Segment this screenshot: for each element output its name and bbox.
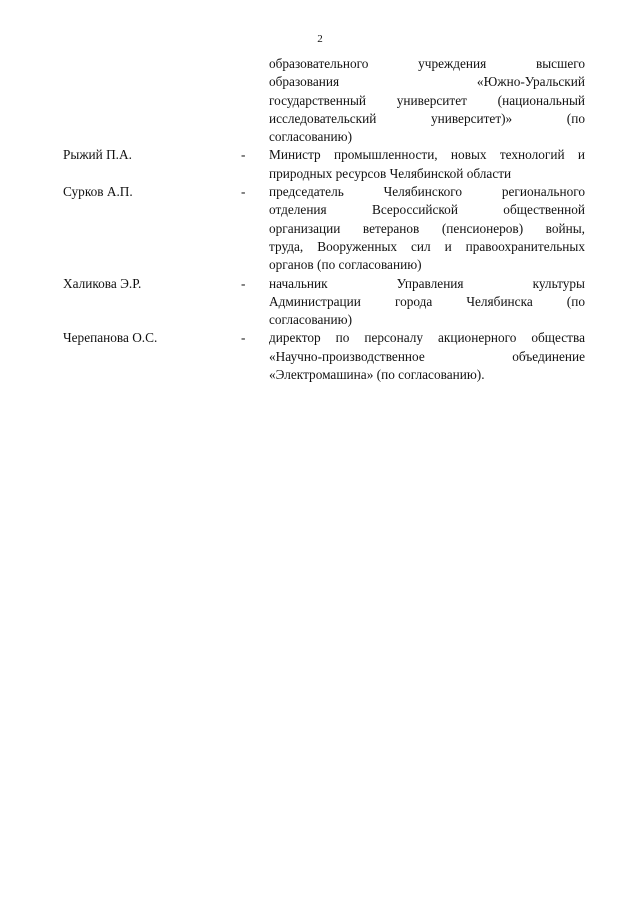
dash-separator: - [241,184,246,200]
member-position [269,275,585,330]
member-name: Черепанова О.С. [63,330,158,346]
dash-separator: - [241,147,246,163]
position-line: государственный университет (национальный [269,92,585,108]
list-item [63,275,585,330]
list-item [63,183,585,274]
member-position [269,146,585,183]
member-name: Халикова Э.Р. [63,275,142,291]
position-line: природных ресурсов Челябинской области [269,165,512,181]
member-list [63,55,585,384]
position-line: «Научно-производственное объединение [269,348,585,364]
position-line: Министр промышленности, новых технологий и [269,147,585,163]
position-line: согласованию) [269,312,353,328]
position-line: директор по персоналу акционерного общества [269,330,585,346]
dash-separator: - [241,330,246,346]
page-number: 2 [317,33,323,45]
list-item [63,329,585,384]
position-line: Администрации города Челябинска (по [269,293,585,309]
list-item [63,146,585,183]
position-line: образования «Южно-Уральский [269,74,585,90]
member-position [269,55,585,146]
position-line: председатель Челябинского регионального [269,184,585,200]
position-line: отделения Всероссийской общественной [269,202,585,218]
member-position [269,329,585,384]
position-line: «Электромашина» (по согласованию). [269,367,485,383]
position-line: исследовательский университет)» (по [269,110,585,126]
list-item [63,55,585,146]
dash-separator: - [241,275,246,291]
member-name: Сурков А.П. [63,184,133,200]
member-name: Рыжий П.А. [63,147,132,163]
member-position [269,183,585,274]
position-line: начальник Управления культуры [269,275,585,291]
position-line: образовательного учреждения высшего [269,56,585,71]
position-line: органов (по согласованию) [269,257,422,273]
position-line: согласованию) [269,129,353,145]
position-line: труда, Вооруженных сил и правоохранительных [269,238,585,254]
position-line: организации ветеранов (пенсионеров) войны, [269,220,585,236]
